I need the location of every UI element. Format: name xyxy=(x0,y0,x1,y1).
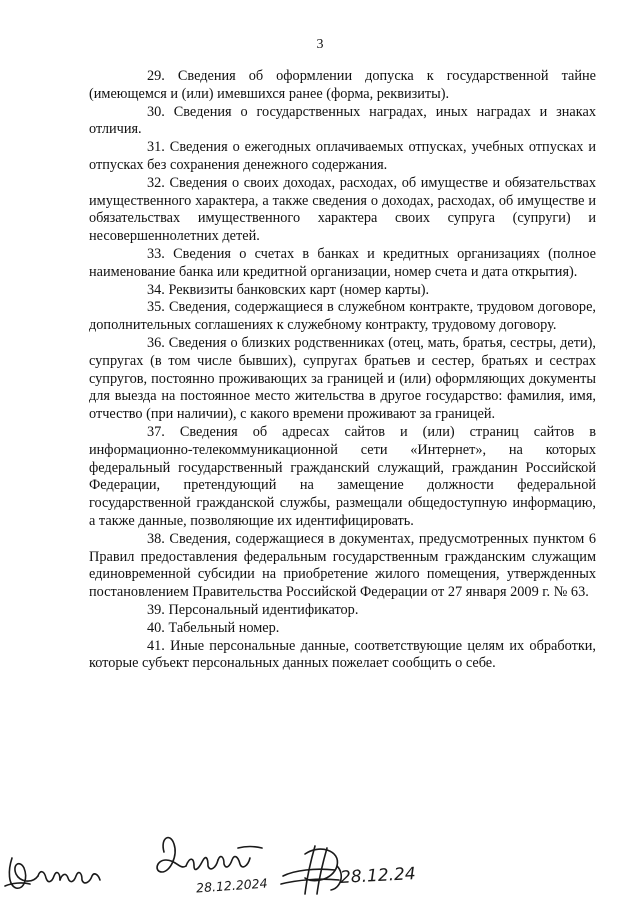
paragraph-36: 36. Сведения о близких родственниках (отец, мать, братья, сестры, дети), супругах (в том числе бывших), супругах братьев и сестер, братьях и сестрах супругов, постоянно проживающих за границей и (или) оформляющих документы для выезда на постоянное место жительства в другое государство: фамилия, имя, отчество (при наличии), с какого времени проживают за границей. xyxy=(89,334,596,423)
paragraph-38: 38. Сведения, содержащиеся в документах, предусмотренных пунктом 6 Правил предоставления федеральным государственным гражданским служащим единовременной субсидии на приобретение жилого помещения, утвержденных постановлением Правительства Российской Федерации от 27 января 2009 г. № 63. xyxy=(89,530,596,601)
signature-block xyxy=(0,830,640,900)
paragraph-32: 32. Сведения о своих доходах, расходах, об имуществе и обязательствах имущественного характера, а также сведения о доходах, расходах, об имуществе и обязательствах имущественного характера своих супруга (супруги) и несовершеннолетних детей. xyxy=(89,174,596,245)
signature-2-date: 28.12.2024 xyxy=(195,875,269,896)
signature-3-date: 28.12.24 xyxy=(339,864,417,888)
document-body xyxy=(89,68,596,673)
paragraph-41: 41. Иные персональные данные, соответствующие целям их обработки, которые субъект персональных данных пожелает сообщить о себе. xyxy=(89,637,596,672)
paragraph-40: 40. Табельный номер. xyxy=(147,619,280,636)
signature-1 xyxy=(2,830,112,900)
paragraph-30: 30. Сведения о государственных наградах, иных наградах и знаках отличия. xyxy=(89,103,596,138)
paragraph-34: 34. Реквизиты банковских карт (номер карты). xyxy=(147,281,430,298)
signature-2 xyxy=(150,830,270,880)
paragraph-35: 35. Сведения, содержащиеся в служебном контракте, трудовом договоре, дополнительных соглашениях к служебному контракту, трудовому договору. xyxy=(89,299,596,334)
paragraph-39: 39. Персональный идентификатор. xyxy=(147,601,359,618)
paragraph-31: 31. Сведения о ежегодных оплачиваемых отпусках, учебных отпусках и отпусках без сохранения денежного содержания. xyxy=(89,139,596,173)
paragraph-33: 33. Сведения о счетах в банках и кредитных организациях (полное наименование банка или кредитной организации, номер счета и дата открытия). xyxy=(89,245,596,280)
page-number: 3 xyxy=(316,37,324,52)
paragraph-37: 37. Сведения об адресах сайтов и (или) страниц сайтов в информационно-телекоммуникационной сети «Интернет», на которых федеральный государственный гражданский служащий, гражданин Российской Федерации, претендующий на замещение должности федеральной государственной гражданской службы, размещали общедоступную информацию, а также данные, позволяющие их идентифицировать. xyxy=(89,423,596,529)
paragraph-29: 29. Сведения об оформлении допуска к государственной тайне (имеющемся и (или) имевшихся ранее (форма, реквизиты). xyxy=(89,68,596,102)
